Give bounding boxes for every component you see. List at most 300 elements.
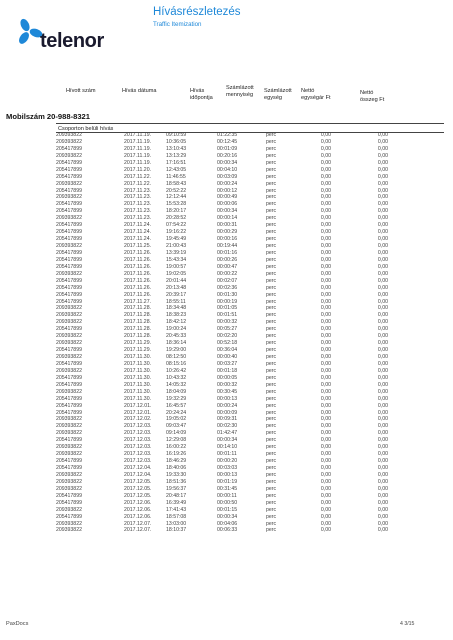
call-time: 15:43:34 [166, 256, 187, 263]
called-number: 205417899 [56, 458, 82, 465]
called-number: 209393822 [56, 132, 82, 138]
billing-unit: perc [266, 506, 277, 513]
call-duration: 00:06:33 [217, 527, 238, 534]
billing-unit: perc [266, 409, 277, 416]
call-date: 2017.11.26. [124, 256, 152, 263]
call-date: 2017.11.19. [124, 132, 152, 138]
unit-price: 0,00 [320, 520, 331, 527]
telenor-logo [20, 12, 120, 82]
called-number: 205417899 [56, 513, 82, 520]
call-date: 2017.11.27. [124, 298, 152, 305]
call-time: 10:36:05 [166, 138, 187, 145]
call-date: 2017.12.03. [124, 458, 152, 465]
called-number: 209393822 [56, 138, 82, 145]
billing-unit: perc [266, 347, 277, 354]
net-total: 0,00 [377, 180, 388, 187]
billing-unit: perc [266, 513, 277, 520]
call-date: 2017.11.26. [124, 263, 152, 270]
call-duration: 00:04:06 [217, 520, 238, 527]
net-total: 0,00 [377, 201, 388, 208]
table-row [0, 194, 453, 201]
col-header-unit-price: Nettó egységár Ft [301, 88, 331, 101]
net-total: 0,00 [377, 319, 388, 326]
col-header-time: Hívás időpontja [190, 88, 213, 101]
table-row [0, 250, 453, 257]
call-duration: 00:01:11 [217, 451, 237, 458]
call-time: 08:12:50 [166, 354, 187, 360]
call-time: 20:52:22 [166, 187, 187, 194]
called-number: 209393822 [56, 354, 82, 360]
net-total: 0,00 [377, 347, 388, 354]
unit-price: 0,00 [320, 152, 331, 159]
table-row [0, 354, 453, 361]
call-duration: 00:00:40 [217, 354, 238, 360]
unit-price: 0,00 [320, 263, 331, 270]
call-duration: 00:00:12 [217, 187, 238, 194]
unit-price: 0,00 [320, 471, 331, 478]
unit-price: 0,00 [320, 256, 331, 263]
call-time: 19:56:37 [166, 485, 187, 492]
table-row [0, 375, 453, 382]
billing-unit: perc [266, 374, 277, 381]
call-duration: 00:00:22 [217, 270, 238, 277]
net-total: 0,00 [377, 256, 388, 263]
net-total: 0,00 [377, 222, 388, 229]
billing-unit: perc [266, 291, 277, 298]
table-row [0, 521, 453, 528]
call-date: 2017.12.03. [124, 437, 152, 444]
net-total: 0,00 [377, 284, 388, 291]
call-time: 12:29:08 [166, 437, 187, 444]
table-row [0, 347, 453, 354]
net-total: 0,00 [377, 291, 388, 298]
call-duration: 00:00:09 [217, 409, 238, 416]
net-total: 0,00 [377, 305, 388, 312]
page-number: 4 3/15 [400, 621, 415, 627]
call-date: 2017.11.23. [124, 201, 152, 208]
call-time: 19:02:05 [166, 270, 187, 277]
net-total: 0,00 [377, 492, 388, 499]
call-time: 18:04:09 [166, 388, 187, 395]
call-time: 20:24:24 [166, 409, 187, 416]
table-row [0, 201, 453, 208]
called-number: 205417899 [56, 236, 82, 243]
call-date: 2017.12.03. [124, 423, 152, 430]
col-header-total: Nettó összeg Ft [360, 90, 385, 103]
call-date: 2017.11.24. [124, 236, 152, 243]
table-row [0, 292, 453, 299]
call-duration: 00:20:16 [217, 152, 238, 159]
net-total: 0,00 [377, 374, 388, 381]
table-row [0, 139, 453, 146]
call-duration: 00:03:03 [217, 465, 238, 471]
unit-price: 0,00 [320, 229, 331, 236]
net-total: 0,00 [377, 409, 388, 416]
called-number: 205417899 [56, 326, 82, 333]
call-date: 2017.12.06. [124, 499, 152, 506]
billing-unit: perc [266, 499, 277, 506]
call-date: 2017.11.30. [124, 381, 152, 388]
call-time: 20:28:52 [166, 215, 187, 222]
unit-price: 0,00 [320, 243, 331, 249]
unit-price: 0,00 [320, 430, 331, 437]
call-time: 19:00:57 [166, 263, 187, 270]
called-number: 205417899 [56, 277, 82, 284]
call-time: 19:05:02 [166, 416, 187, 423]
net-total: 0,00 [377, 416, 388, 423]
unit-price: 0,00 [320, 367, 331, 374]
net-total: 0,00 [377, 236, 388, 243]
call-time: 15:53:28 [166, 201, 187, 208]
call-time: 09:10:59 [166, 132, 187, 138]
call-date: 2017.12.01. [124, 402, 152, 409]
net-total: 0,00 [377, 395, 388, 402]
call-duration: 00:03:27 [217, 360, 238, 367]
called-number: 209393822 [56, 520, 82, 527]
unit-price: 0,00 [320, 173, 331, 180]
billing-unit: perc [266, 312, 277, 319]
footer-brand: PaxDocs [6, 621, 29, 627]
call-time: 17:16:51 [166, 159, 187, 166]
called-number: 205417899 [56, 173, 82, 180]
divider [56, 123, 444, 124]
called-number: 205417899 [56, 492, 82, 499]
billing-unit: perc [266, 173, 277, 180]
call-time: 19:45:49 [166, 236, 187, 243]
table-row [0, 299, 453, 306]
call-date: 2017.12.03. [124, 444, 152, 451]
call-date: 2017.11.24. [124, 222, 152, 229]
table-row [0, 500, 453, 507]
call-date: 2017.12.07. [124, 527, 152, 534]
page-subtitle: Traffic Itemization [153, 21, 202, 28]
call-time: 21:00:43 [166, 243, 187, 249]
col-header-quantity: Számlázott mennyiség [226, 85, 254, 98]
call-date: 2017.11.29. [124, 340, 152, 347]
billing-unit: perc [266, 180, 277, 187]
table-row [0, 326, 453, 333]
call-time: 18:36:14 [166, 340, 187, 347]
call-time: 10:43:32 [166, 374, 187, 381]
call-date: 2017.11.30. [124, 395, 152, 402]
billing-unit: perc [266, 187, 277, 194]
table-row [0, 410, 453, 417]
billing-unit: perc [266, 478, 277, 485]
call-time: 18:20:17 [166, 208, 187, 215]
unit-price: 0,00 [320, 145, 331, 152]
called-number: 209393822 [56, 423, 82, 430]
unit-price: 0,00 [320, 409, 331, 416]
billing-unit: perc [266, 145, 277, 152]
unit-price: 0,00 [320, 305, 331, 312]
call-duration: 00:30:45 [217, 388, 238, 395]
net-total: 0,00 [377, 138, 388, 145]
called-number: 205417899 [56, 298, 82, 305]
call-date: 2017.11.29. [124, 347, 152, 354]
table-row [0, 188, 453, 195]
table-row [0, 229, 453, 236]
billing-unit: perc [266, 229, 277, 236]
table-row [0, 472, 453, 479]
call-date: 2017.12.05. [124, 478, 152, 485]
unit-price: 0,00 [320, 416, 331, 423]
unit-price: 0,00 [320, 298, 331, 305]
call-duration: 00:00:26 [217, 256, 238, 263]
table-row [0, 423, 453, 430]
call-duration: 00:00:49 [217, 194, 238, 201]
call-duration: 00:00:34 [217, 208, 238, 215]
unit-price: 0,00 [320, 492, 331, 499]
call-time: 20:45:33 [166, 333, 187, 340]
call-duration: 00:36:04 [217, 347, 238, 354]
billing-unit: perc [266, 270, 277, 277]
unit-price: 0,00 [320, 180, 331, 187]
unit-price: 0,00 [320, 437, 331, 444]
table-row [0, 278, 453, 285]
net-total: 0,00 [377, 513, 388, 520]
call-duration: 00:00:24 [217, 402, 238, 409]
unit-price: 0,00 [320, 138, 331, 145]
table-row [0, 396, 453, 403]
table-row [0, 368, 453, 375]
call-time: 18:51:36 [166, 478, 187, 485]
call-duration: 00:02:36 [217, 284, 238, 291]
table-row [0, 174, 453, 181]
called-number: 209393822 [56, 471, 82, 478]
call-duration: 00:14:10 [217, 444, 238, 451]
net-total: 0,00 [377, 444, 388, 451]
call-duration: 00:00:34 [217, 159, 238, 166]
billing-unit: perc [266, 284, 277, 291]
called-number: 209393822 [56, 215, 82, 222]
call-date: 2017.11.23. [124, 208, 152, 215]
unit-price: 0,00 [320, 451, 331, 458]
net-total: 0,00 [377, 132, 388, 138]
group-title: Csoporton belüli hívás [58, 126, 114, 132]
called-number: 209393822 [56, 312, 82, 319]
net-total: 0,00 [377, 527, 388, 534]
call-date: 2017.11.30. [124, 374, 152, 381]
billing-unit: perc [266, 277, 277, 284]
billing-unit: perc [266, 132, 277, 138]
table-row [0, 403, 453, 410]
call-date: 2017.11.30. [124, 367, 152, 374]
unit-price: 0,00 [320, 381, 331, 388]
call-duration: 00:05:27 [217, 326, 238, 333]
billing-unit: perc [266, 430, 277, 437]
unit-price: 0,00 [320, 347, 331, 354]
table-row [0, 243, 453, 250]
net-total: 0,00 [377, 263, 388, 270]
call-time: 20:13:48 [166, 284, 187, 291]
net-total: 0,00 [377, 485, 388, 492]
unit-price: 0,00 [320, 194, 331, 201]
call-time: 13:13:29 [166, 152, 187, 159]
net-total: 0,00 [377, 381, 388, 388]
unit-price: 0,00 [320, 215, 331, 222]
billing-unit: perc [266, 465, 277, 471]
call-date: 2017.11.28. [124, 326, 152, 333]
call-duration: 00:00:05 [217, 374, 238, 381]
table-row [0, 479, 453, 486]
call-time: 13:03:00 [166, 520, 187, 527]
call-duration: 00:01:15 [217, 506, 238, 513]
called-number: 205417899 [56, 201, 82, 208]
billing-unit: perc [266, 458, 277, 465]
billing-unit: perc [266, 437, 277, 444]
call-date: 2017.11.26. [124, 277, 152, 284]
billing-unit: perc [266, 194, 277, 201]
net-total: 0,00 [377, 458, 388, 465]
net-total: 0,00 [377, 471, 388, 478]
call-duration: 01:22:35 [217, 132, 238, 138]
call-time: 13:39:19 [166, 249, 187, 256]
call-date: 2017.12.05. [124, 492, 152, 499]
called-number: 205417899 [56, 229, 82, 236]
unit-price: 0,00 [320, 208, 331, 215]
net-total: 0,00 [377, 402, 388, 409]
billing-unit: perc [266, 367, 277, 374]
call-time: 08:15:16 [166, 360, 187, 367]
unit-price: 0,00 [320, 423, 331, 430]
called-number: 209393822 [56, 180, 82, 187]
net-total: 0,00 [377, 340, 388, 347]
unit-price: 0,00 [320, 340, 331, 347]
call-time: 13:10:43 [166, 145, 187, 152]
call-time: 18:38:23 [166, 312, 187, 319]
billing-unit: perc [266, 416, 277, 423]
called-number: 205417899 [56, 166, 82, 173]
call-date: 2017.11.28. [124, 319, 152, 326]
table-row [0, 514, 453, 521]
called-number: 209393822 [56, 416, 82, 423]
billing-unit: perc [266, 395, 277, 402]
net-total: 0,00 [377, 451, 388, 458]
billing-unit: perc [266, 243, 277, 249]
call-duration: 00:01:18 [217, 367, 238, 374]
call-time: 18:55:11 [166, 298, 186, 305]
billing-unit: perc [266, 305, 277, 312]
unit-price: 0,00 [320, 312, 331, 319]
call-date: 2017.11.19. [124, 159, 152, 166]
billing-unit: perc [266, 381, 277, 388]
table-row [0, 389, 453, 396]
billing-unit: perc [266, 152, 277, 159]
net-total: 0,00 [377, 298, 388, 305]
billing-unit: perc [266, 354, 277, 360]
col-header-unit: Számlázott egység [264, 88, 292, 101]
called-number: 205417899 [56, 263, 82, 270]
unit-price: 0,00 [320, 395, 331, 402]
call-duration: 00:00:32 [217, 381, 238, 388]
called-number: 205417899 [56, 374, 82, 381]
call-date: 2017.11.20. [124, 166, 152, 173]
net-total: 0,00 [377, 388, 388, 395]
called-number: 209393822 [56, 367, 82, 374]
table-row [0, 458, 453, 465]
call-date: 2017.12.01. [124, 409, 152, 416]
call-duration: 00:04:10 [217, 166, 238, 173]
called-number: 209393822 [56, 319, 82, 326]
net-total: 0,00 [377, 430, 388, 437]
billing-unit: perc [266, 492, 277, 499]
table-row [0, 527, 453, 534]
billing-unit: perc [266, 159, 277, 166]
call-time: 18:10:37 [166, 527, 187, 534]
billing-unit: perc [266, 527, 277, 534]
call-date: 2017.12.02. [124, 416, 152, 423]
call-duration: 00:00:13 [217, 395, 238, 402]
table-row [0, 361, 453, 368]
table-row [0, 382, 453, 389]
billing-unit: perc [266, 236, 277, 243]
table-row [0, 264, 453, 271]
call-time: 19:29:00 [166, 347, 187, 354]
unit-price: 0,00 [320, 187, 331, 194]
net-total: 0,00 [377, 312, 388, 319]
net-total: 0,00 [377, 152, 388, 159]
unit-price: 0,00 [320, 513, 331, 520]
unit-price: 0,00 [320, 478, 331, 485]
table-row [0, 444, 453, 451]
call-date: 2017.11.22. [124, 180, 152, 187]
call-duration: 00:00:50 [217, 499, 238, 506]
unit-price: 0,00 [320, 485, 331, 492]
call-duration: 00:00:47 [217, 263, 238, 270]
call-duration: 01:42:47 [217, 430, 238, 437]
call-time: 12:43:05 [166, 166, 187, 173]
billing-unit: perc [266, 340, 277, 347]
call-date: 2017.11.19. [124, 145, 152, 152]
call-time: 10:26:42 [166, 367, 187, 374]
table-row [0, 305, 453, 312]
billing-unit: perc [266, 326, 277, 333]
table-row [0, 333, 453, 340]
call-date: 2017.12.04. [124, 471, 152, 478]
call-time: 09:14:09 [166, 430, 187, 437]
called-number: 209393822 [56, 340, 82, 347]
unit-price: 0,00 [320, 159, 331, 166]
col-header-date: Hívás dátuma [122, 88, 157, 94]
table-row [0, 465, 453, 472]
call-duration: 00:00:32 [217, 319, 238, 326]
unit-price: 0,00 [320, 333, 331, 340]
unit-price: 0,00 [320, 465, 331, 471]
call-date: 2017.11.30. [124, 388, 152, 395]
called-number: 209393822 [56, 152, 82, 159]
net-total: 0,00 [377, 437, 388, 444]
called-number: 205417899 [56, 395, 82, 402]
unit-price: 0,00 [320, 284, 331, 291]
table-row [0, 153, 453, 160]
called-number: 209393822 [56, 243, 82, 249]
billing-unit: perc [266, 451, 277, 458]
call-duration: 00:00:14 [217, 215, 238, 222]
unit-price: 0,00 [320, 458, 331, 465]
billing-unit: perc [266, 208, 277, 215]
billing-unit: perc [266, 222, 277, 229]
call-duration: 00:19:44 [217, 243, 238, 249]
call-date: 2017.11.28. [124, 312, 152, 319]
called-number: 205417899 [56, 381, 82, 388]
net-total: 0,00 [377, 159, 388, 166]
call-duration: 00:00:06 [217, 201, 238, 208]
call-duration: 00:02:07 [217, 277, 238, 284]
call-duration: 00:00:19 [217, 298, 238, 305]
call-date: 2017.11.28. [124, 333, 152, 340]
call-duration: 00:00:11 [217, 492, 237, 499]
col-header-number: Hívott szám [66, 88, 96, 94]
